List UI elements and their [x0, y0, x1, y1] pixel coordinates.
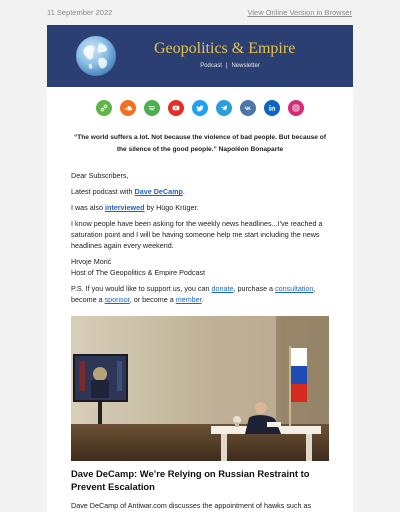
- article-title[interactable]: Dave DeCamp: We’re Relying on Russian Restraint to Prevent Escalation: [71, 468, 310, 492]
- newsletter-card: [47, 25, 353, 512]
- article-photo[interactable]: [71, 316, 329, 461]
- soundcloud-icon[interactable]: [120, 100, 136, 116]
- brand-title: Geopolitics & Empire: [154, 40, 296, 57]
- tagline-podcast: Podcast: [200, 63, 222, 69]
- article-excerpt: Dave DeCamp of Antiwar.com discusses the appointment of hawks such as: [71, 501, 312, 510]
- ps-mid3: , or become a: [129, 295, 176, 304]
- ps-prefix: P.S. If you would like to support us, you can: [71, 284, 212, 293]
- brand-tagline: [47, 63, 353, 69]
- interviewed-link[interactable]: interviewed: [104, 203, 145, 212]
- website-icon[interactable]: [96, 100, 112, 116]
- spotify-icon[interactable]: [144, 100, 160, 116]
- newsletter-header: [47, 25, 353, 87]
- top-bar: [0, 0, 400, 26]
- signature-title: Host of The Geopolitics & Empire Podcast: [71, 268, 206, 277]
- linkedin-icon[interactable]: [264, 100, 280, 116]
- consultation-link[interactable]: consultation: [275, 284, 314, 293]
- donate-link[interactable]: donate: [211, 284, 234, 293]
- signature-name: Hrvoje Morić: [71, 257, 112, 266]
- globe-logo-icon: [75, 35, 117, 77]
- social-links: [47, 100, 353, 116]
- greeting: Dear Subscribers,: [71, 171, 129, 180]
- featured-quote: “The world suffers a lot. Not because the violence of bad people. But because of the silence of the good people.” Napoléon Bonaparte: [73, 134, 327, 153]
- ps-mid2: , become a: [71, 284, 316, 304]
- ps-paragraph: [71, 283, 331, 305]
- sponsor-link[interactable]: sponsor: [104, 295, 130, 304]
- tagline-newsletter: Newsletter: [231, 63, 260, 69]
- also-prefix: I was also: [71, 203, 105, 212]
- ps-end: .: [201, 295, 204, 304]
- letter-body: [71, 170, 331, 310]
- vk-icon[interactable]: [240, 100, 256, 116]
- ps-mid1: , purchase a: [233, 284, 276, 293]
- instagram-icon[interactable]: [288, 100, 304, 116]
- tagline-separator: |: [225, 63, 228, 69]
- signature: [71, 256, 331, 278]
- youtube-icon[interactable]: [168, 100, 184, 116]
- latest-podcast-line: [71, 186, 331, 197]
- also-suffix: by Hügo Krüger.: [144, 203, 199, 212]
- member-link[interactable]: member: [175, 295, 202, 304]
- dave-decamp-link[interactable]: Dave DeCamp: [134, 187, 183, 196]
- twitter-icon[interactable]: [192, 100, 208, 116]
- interview-line: [71, 202, 331, 213]
- newsletter-date: 11 September 2022: [47, 8, 113, 17]
- telegram-icon[interactable]: [216, 100, 232, 116]
- view-online-link[interactable]: View Online Version in Browser: [247, 8, 352, 17]
- article-photo-illustration: [71, 316, 329, 461]
- latest-prefix: Latest podcast with: [71, 187, 135, 196]
- latest-suffix: .: [182, 187, 185, 196]
- news-paragraph: I know people have been asking for the weekly news headlines...I've reached a saturation point and I will be having someone help me start including the news headlines again every weekend.: [71, 219, 323, 250]
